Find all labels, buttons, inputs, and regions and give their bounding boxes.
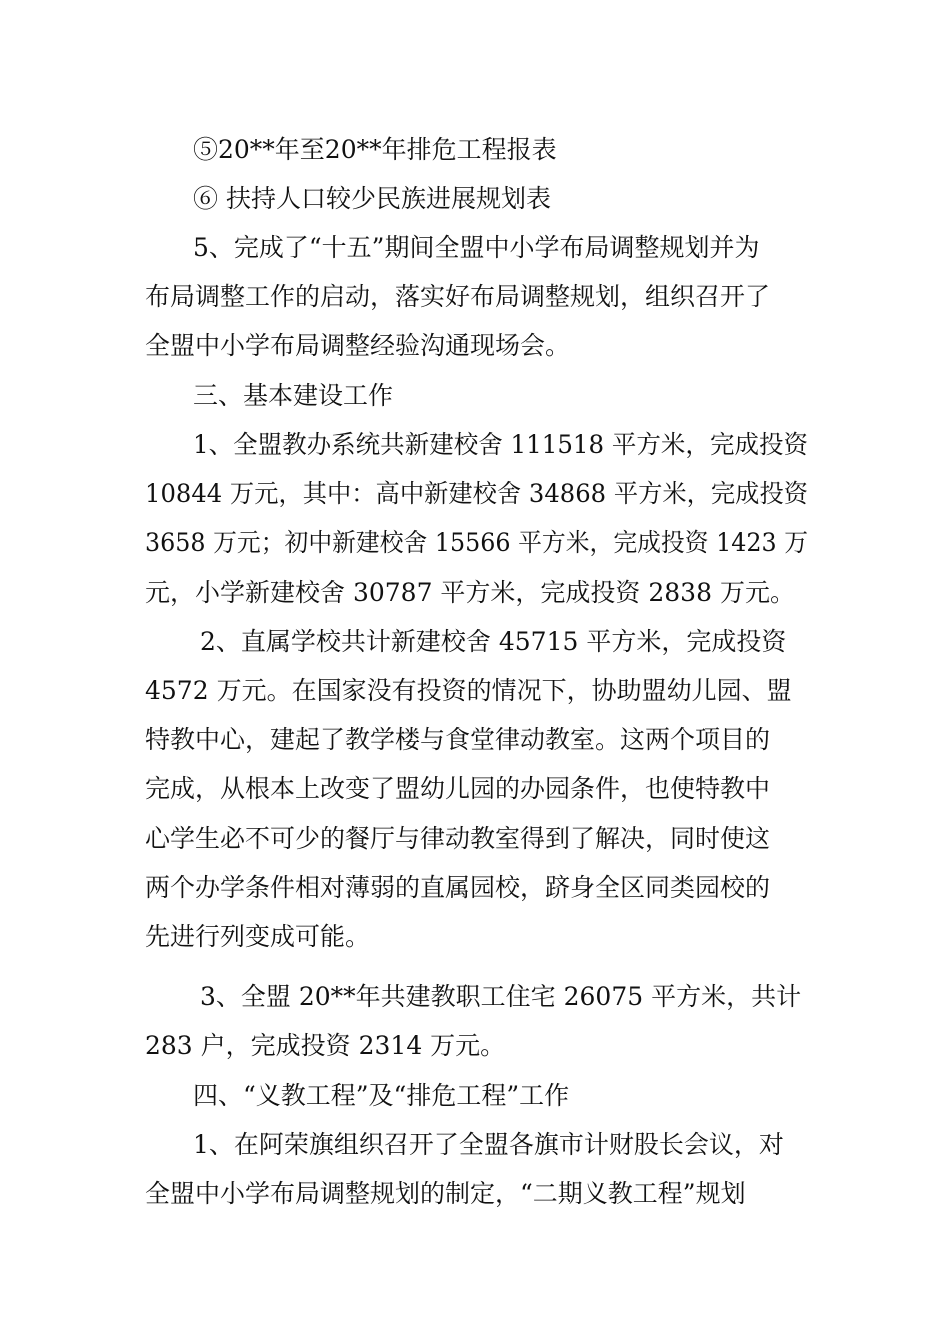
text-line	[0, 272, 950, 321]
text-line-content: 完成，从根本上改变了盟幼儿园的办园条件，也使特教中	[145, 774, 771, 803]
text-line-content: 先进行列变成可能。	[145, 922, 371, 951]
text-line	[0, 223, 950, 272]
section-heading	[0, 371, 950, 420]
text-line-content: 2、直属学校共计新建校舍 45715 平方米，完成投资	[200, 627, 787, 656]
text-line	[0, 617, 950, 666]
text-line-content: 1、全盟教办系统共新建校舍 111518 平方米，完成投资	[193, 430, 808, 459]
text-line-content: ⑥ 扶持人口较少民族进展规划表	[193, 184, 551, 213]
text-line-content: 两个办学条件相对薄弱的直属园校，跻身全区同类园校的	[145, 873, 771, 902]
text-line	[0, 715, 950, 764]
text-line	[0, 912, 950, 961]
text-line	[0, 764, 950, 813]
text-line-content: 全盟中小学布局调整经验沟通现场会。	[145, 331, 571, 360]
section-heading	[0, 1071, 950, 1120]
text-line	[0, 174, 950, 223]
text-line	[0, 568, 950, 617]
text-line-content: 3、全盟 20**年共建教职工住宅 26075 平方米，共计	[200, 982, 802, 1011]
text-line	[0, 666, 950, 715]
text-line-content: 特教中心，建起了教学楼与食堂律动教室。这两个项目的	[145, 725, 771, 754]
text-line-content: 元，小学新建校舍 30787 平方米，完成投资 2838 万元。	[145, 578, 795, 607]
text-line-content: 全盟中小学布局调整规划的制定，“二期义教工程”规划	[145, 1179, 746, 1208]
text-line	[0, 469, 950, 518]
text-line	[0, 863, 950, 912]
text-line	[0, 125, 950, 174]
text-line-content: 3658 万元；初中新建校舍 15566 平方米，完成投资 1423 万	[145, 528, 808, 557]
text-line	[0, 420, 950, 469]
text-line	[0, 972, 950, 1021]
text-line-content: 4572 万元。在国家没有投资的情况下，协助盟幼儿园、盟	[145, 676, 792, 705]
section-heading-text: 四、“义教工程”及“排危工程”工作	[193, 1081, 570, 1110]
text-line	[0, 321, 950, 370]
text-line-content: 1、在阿荣旗组织召开了全盟各旗市计财股长会议，对	[193, 1130, 784, 1159]
text-line-content: ⑤20**年至20**年排危工程报表	[193, 135, 557, 164]
text-line-content: 5、完成了“十五”期间全盟中小学布局调整规划并为	[193, 233, 760, 262]
text-line-content: 心学生必不可少的餐厅与律动教室得到了解决，同时使这	[145, 824, 771, 853]
text-line	[0, 814, 950, 863]
text-line-content: 283 户，完成投资 2314 万元。	[145, 1031, 506, 1060]
text-line	[0, 1169, 950, 1218]
text-line	[0, 518, 950, 567]
text-line-content: 10844 万元，其中：高中新建校舍 34868 平方米，完成投资	[145, 479, 808, 508]
text-line	[0, 1021, 950, 1070]
text-line	[0, 1120, 950, 1169]
text-line-content: 布局调整工作的启动，落实好布局调整规划，组织召开了	[145, 282, 771, 311]
section-heading-text: 三、基本建设工作	[193, 381, 394, 410]
